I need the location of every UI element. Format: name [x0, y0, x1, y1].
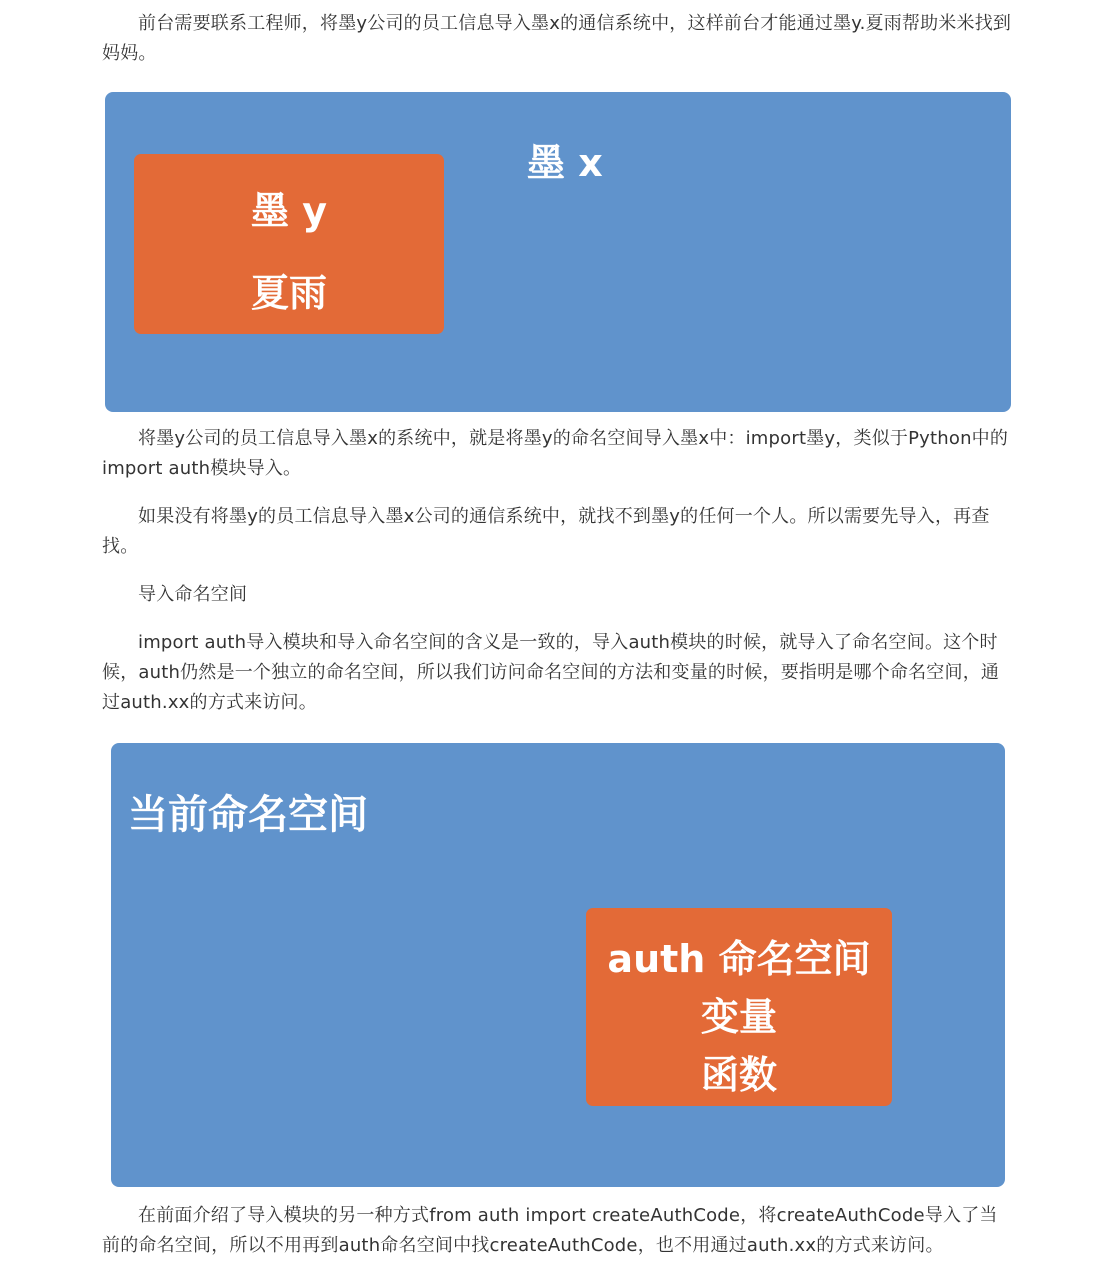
- outer-namespace-label: 墨 x: [527, 141, 603, 185]
- namespace-diagram-x: [105, 92, 1011, 412]
- auth-namespace-functions: 函数: [700, 1053, 777, 1097]
- paragraph-from-import: 在前面介绍了导入模块的另一种方式from auth import createAuthCode，将createAuthCode导入了当前的命名空间，所以不用再到auth命名空间中找createAuthCode，也不用通过auth.xx的方式来访问。: [102, 1205, 998, 1256]
- paragraph-import-auth: import auth导入模块和导入命名空间的含义是一致的，导入auth模块的时候，就导入了命名空间。这个时候，auth仍然是一个独立的命名空间，所以我们访问命名空间的方法和变量的时候，要指明是哪个命名空间，通过auth.xx的方式来访问。: [102, 632, 1000, 713]
- inner-namespace-member: 夏雨: [250, 271, 327, 315]
- section-heading-import-namespace: 导入命名空间: [138, 584, 248, 605]
- inner-namespace-title: 墨 y: [250, 189, 327, 233]
- auth-namespace-box: [586, 908, 892, 1106]
- paragraph-intro: 前台需要联系工程师，将墨y公司的员工信息导入墨x的通信系统中，这样前台才能通过墨y.夏雨帮助米米找到妈妈。: [102, 13, 1012, 64]
- paragraph-need-import: 如果没有将墨y的员工信息导入墨x公司的通信系统中，就找不到墨y的任何一个人。所以需要先导入，再查找。: [102, 506, 990, 557]
- current-namespace-label: 当前命名空间: [128, 792, 368, 838]
- auth-namespace-variables: 变量: [700, 995, 777, 1039]
- auth-namespace-title: auth 命名空间: [607, 937, 871, 981]
- inner-namespace-box: [134, 154, 444, 334]
- namespace-diagram-current: [111, 743, 1005, 1187]
- paragraph-import-explained: 将墨y公司的员工信息导入墨x的系统中，就是将墨y的命名空间导入墨x中：import墨y，类似于Python中的import auth模块导入。: [102, 428, 1009, 479]
